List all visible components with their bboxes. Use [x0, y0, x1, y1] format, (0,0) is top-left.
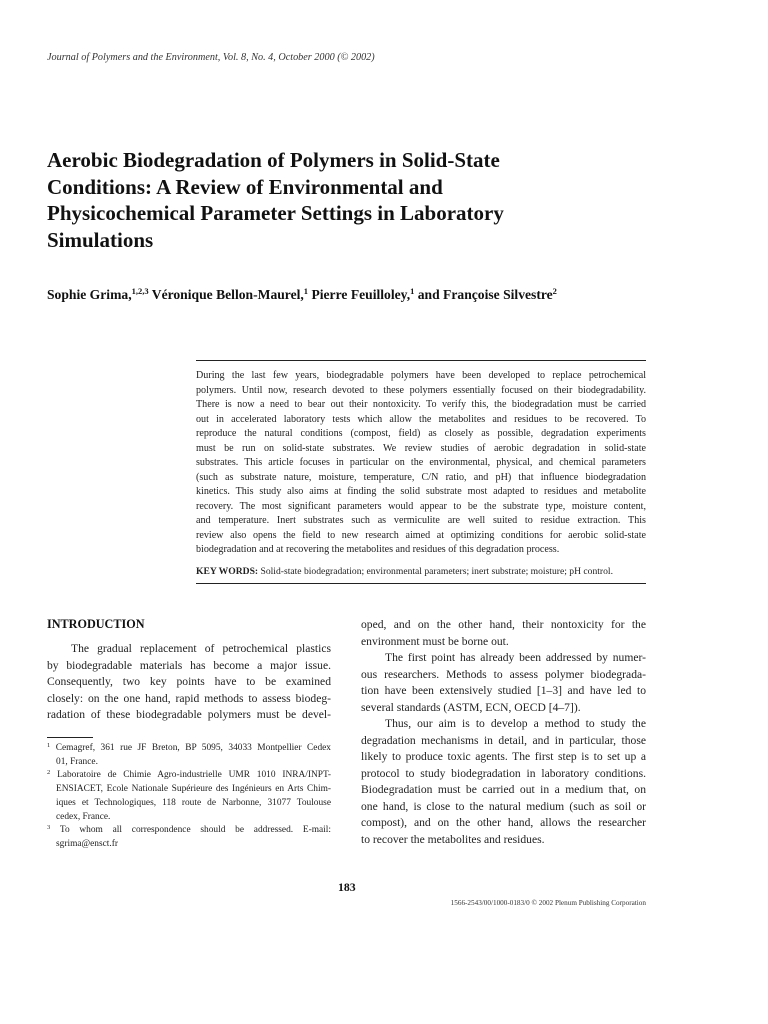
abstract [196, 369, 646, 558]
abstract-line: out in accelerated laboratory tests which allow the metabolites and residues to be recovered. To [196, 413, 646, 425]
footnote-number: 1 [47, 742, 51, 749]
abstract-line: reproduce the natural conditions (compost, field) as closely as possible, degradation experiments [196, 428, 646, 439]
body-line: to recover the metabolites and residues. [361, 832, 545, 846]
title-line: Physicochemical Parameter Settings in Laboratory [47, 201, 504, 225]
body-line: The first point has already been addressed by numer- [385, 651, 646, 664]
abstract-line: There is now a need to bear out their nontoxicity. To verify this, the biodegradation must be carried [196, 399, 646, 410]
body-line: several standards (ASTM, ECN, OECD [4–7]). [361, 700, 581, 714]
body-line: Biodegradation must be carried out in a medium that, on [361, 783, 646, 796]
keywords [196, 566, 646, 577]
footnote-line: 01, France. [56, 756, 98, 767]
section-heading: INTRODUCTION [47, 617, 145, 631]
body-line: one hand, is close to the natural medium (such as soil or [361, 799, 646, 813]
journal-citation: Journal of Polymers and the Environment, Vol. 8, No. 4, October 2000 (© 2002) [47, 52, 375, 63]
article-title [47, 147, 627, 253]
title-line: Conditions: A Review of Environmental and [47, 174, 443, 199]
abstract-line: kinetics. This study also aims at finding the solid substrate most adapted to residues and metabolite [196, 486, 646, 497]
author-list [47, 287, 557, 303]
footnote-number: 3 [47, 824, 51, 832]
author-affiliation: 1 [303, 286, 309, 296]
footnote-number: 2 [47, 769, 51, 777]
keywords-text: Solid-state biodegradation; environmental parameters; inert substrate; moisture; pH control. [258, 566, 613, 577]
abstract-line: During the last few years, biodegradable polymers have been developed to replace petrochemical [196, 370, 646, 381]
copyright-line: 1566-2543/00/1000-0183/0 © 2002 Plenum Publishing Corporation [450, 899, 646, 907]
body-line: tion have been extensively studied [1–3] and have led to [361, 684, 646, 697]
keywords-label: KEY WORDS: [196, 566, 259, 577]
abstract-bottom-rule [196, 583, 646, 584]
footnote-line [47, 824, 331, 838]
author-name: Pierre Feuilloley, [308, 287, 411, 302]
abstract-line: biodegradation and at recovering the metabolites and residues of this degradation process. [196, 544, 560, 555]
body-line: likely to produce toxic agents. The first step is to set up a [361, 750, 646, 763]
body-line: Thus, our aim is to develop a method to study the [385, 717, 646, 730]
title-line: Aerobic Biodegradation of Polymers in Solid-State [47, 148, 500, 172]
body-line: radation of these biodegradable polymers must be devel- [47, 708, 331, 721]
body-line: protocol to study biodegradation in laboratory conditions. [361, 766, 646, 780]
footnotes [47, 742, 331, 852]
footnote-text: To whom all correspondence should be addressed. E-mail: [59, 825, 331, 836]
author-name: Sophie Grima, [47, 287, 132, 302]
body-line: oped, and on the other hand, their nontoxicity for the [361, 618, 646, 631]
abstract-line: (such as substrate nature, moisture, temperature, C/N ratio, and pH) that influence biodegradation [196, 471, 646, 483]
footnote-line: sgrima@ensct.fr [56, 838, 118, 849]
footnote-line [47, 742, 331, 756]
footnote-text: Laboratoire de Chimie Agro-industrielle UMR 1010 INRA/INPT- [57, 770, 331, 781]
author-affiliation: 1 [410, 286, 415, 296]
body-line: closely: on the one hand, rapid methods to assess biodeg- [47, 691, 331, 705]
body-line: environment must be borne out. [361, 634, 509, 648]
title-line: Simulations [47, 227, 154, 252]
footnote-line: ENSIACET, Ecole Nationale Supérieure des Ingénieurs en Arts Chim- [56, 784, 331, 795]
author-affiliation: 1,2,3 [131, 286, 149, 296]
page-number: 183 [338, 880, 356, 894]
right-column-body [361, 617, 646, 848]
left-column-body [47, 641, 331, 724]
footnote-text: Cemagref, 361 rue JF Breton, BP 5095, 34033 Montpellier Cedex [55, 743, 331, 753]
author-name: and Françoise Silvestre [414, 287, 553, 302]
body-line: The gradual replacement of petrochemical plastics [71, 642, 331, 655]
abstract-line: review also opens the field to new research aimed at optimizing conditions for aerobic solid-state [196, 529, 646, 541]
abstract-line: must be run on solid-state substrates. We review studies of aerobic degradation in solid-state [196, 442, 646, 454]
footnote-line: iques et Technologiques, 118 route de Narbonne, 31077 Toulouse [56, 797, 331, 808]
abstract-line: and temperature. Inert substrates such as vermiculite are well suited to residue extraction. This [196, 515, 646, 526]
body-line: compost), and on the other hand, allows the researcher [361, 816, 646, 829]
footnote-rule [47, 737, 93, 738]
abstract-line: polymers. Until now, research devoted to these polymers essentially focused on their biodegradability. [196, 384, 646, 396]
abstract-top-rule [196, 360, 646, 361]
footnote-line: cedex, France. [56, 811, 111, 822]
body-line: ous researchers. Methods to assess polymer biodegrada- [361, 667, 646, 681]
body-line: by biodegradable materials has become a major issue. [47, 658, 331, 672]
abstract-line: recovery. The most significant parameters would appear to be the substrate type, moisture content, [196, 500, 646, 512]
footnote-line [47, 769, 331, 783]
abstract-line: substrates. This article focuses in particular on the environmental, physical, and chemical parameters [196, 457, 646, 468]
body-line: Consequently, two key points have to be examined [47, 675, 331, 688]
body-line: degradation mechanisms in detail, and in particular, those [361, 733, 646, 747]
author-name: Véronique Bellon-Maurel, [148, 287, 304, 302]
author-affiliation: 2 [552, 286, 557, 296]
